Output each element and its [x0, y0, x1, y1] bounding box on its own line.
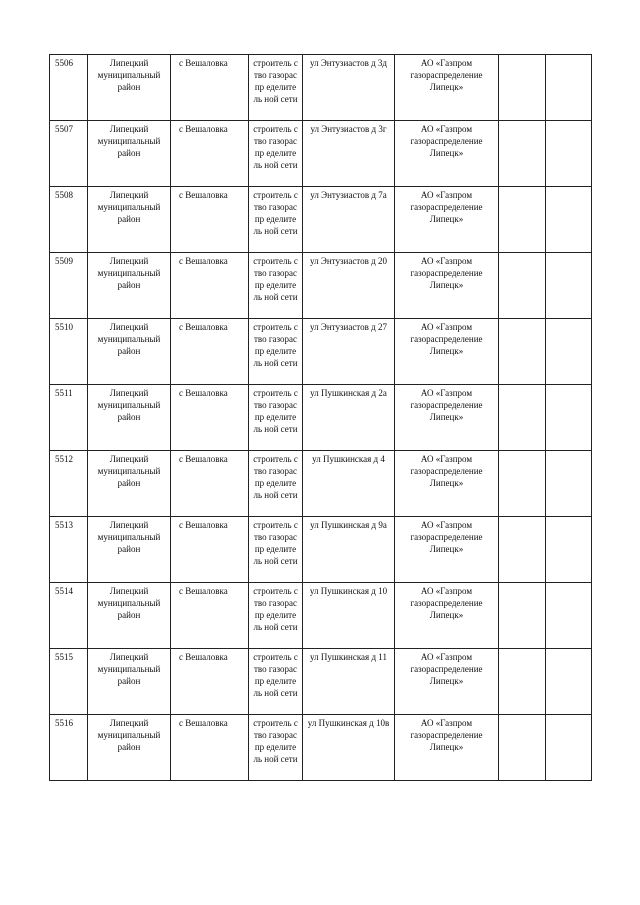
village-cell: с Вешаловка	[171, 451, 249, 517]
address-cell: ул Пушкинская д 11	[303, 649, 395, 715]
organization-cell: АО «Газпром газораспределение Липецк»	[395, 121, 499, 187]
empty-cell	[546, 121, 592, 187]
row-number-cell: 5510	[50, 319, 88, 385]
address-cell: ул Энтузиастов д 27	[303, 319, 395, 385]
village-cell: с Вешаловка	[171, 517, 249, 583]
district-cell: Липецкий муниципальный район	[88, 583, 171, 649]
empty-cell	[546, 385, 592, 451]
organization-cell: АО «Газпром газораспределение Липецк»	[395, 385, 499, 451]
empty-cell	[499, 451, 546, 517]
empty-cell	[546, 583, 592, 649]
village-cell: с Вешаловка	[171, 649, 249, 715]
row-number-cell: 5512	[50, 451, 88, 517]
district-cell: Липецкий муниципальный район	[88, 253, 171, 319]
address-cell: ул Пушкинская д 9а	[303, 517, 395, 583]
village-cell: с Вешаловка	[171, 583, 249, 649]
village-cell: с Вешаловка	[171, 253, 249, 319]
table-row	[50, 253, 592, 319]
work-type-cell: строитель ство газораспр еделитель ной сети	[249, 649, 303, 715]
address-cell: ул Энтузиастов д 3г	[303, 121, 395, 187]
row-number-cell: 5514	[50, 583, 88, 649]
address-cell: ул Пушкинская д 10в	[303, 715, 395, 781]
empty-cell	[499, 583, 546, 649]
table-row	[50, 649, 592, 715]
empty-cell	[546, 253, 592, 319]
organization-cell: АО «Газпром газораспределение Липецк»	[395, 715, 499, 781]
work-type-cell: строитель ство газораспр еделитель ной сети	[249, 187, 303, 253]
organization-cell: АО «Газпром газораспределение Липецк»	[395, 649, 499, 715]
organization-cell: АО «Газпром газораспределение Липецк»	[395, 451, 499, 517]
work-type-cell: строитель ство газораспр еделитель ной сети	[249, 121, 303, 187]
registry-table	[49, 54, 592, 781]
address-cell: ул Энтузиастов д 3д	[303, 55, 395, 121]
empty-cell	[499, 319, 546, 385]
row-number-cell: 5507	[50, 121, 88, 187]
work-type-cell: строитель ство газораспр еделитель ной сети	[249, 55, 303, 121]
district-cell: Липецкий муниципальный район	[88, 187, 171, 253]
address-cell: ул Энтузиастов д 7а	[303, 187, 395, 253]
empty-cell	[499, 649, 546, 715]
empty-cell	[499, 187, 546, 253]
work-type-cell: строитель ство газораспр еделитель ной сети	[249, 385, 303, 451]
row-number-cell: 5508	[50, 187, 88, 253]
organization-cell: АО «Газпром газораспределение Липецк»	[395, 319, 499, 385]
district-cell: Липецкий муниципальный район	[88, 385, 171, 451]
address-cell: ул Пушкинская д 10	[303, 583, 395, 649]
empty-cell	[546, 517, 592, 583]
village-cell: с Вешаловка	[171, 55, 249, 121]
empty-cell	[499, 715, 546, 781]
row-number-cell: 5515	[50, 649, 88, 715]
village-cell: с Вешаловка	[171, 121, 249, 187]
empty-cell	[546, 55, 592, 121]
empty-cell	[499, 55, 546, 121]
table-row	[50, 715, 592, 781]
address-cell: ул Пушкинская д 4	[303, 451, 395, 517]
empty-cell	[546, 649, 592, 715]
table-row	[50, 121, 592, 187]
row-number-cell: 5513	[50, 517, 88, 583]
work-type-cell: строитель ство газораспр еделитель ной сети	[249, 253, 303, 319]
organization-cell: АО «Газпром газораспределение Липецк»	[395, 187, 499, 253]
row-number-cell: 5509	[50, 253, 88, 319]
district-cell: Липецкий муниципальный район	[88, 649, 171, 715]
table-row	[50, 319, 592, 385]
table-row	[50, 187, 592, 253]
work-type-cell: строитель ство газораспр еделитель ной сети	[249, 319, 303, 385]
empty-cell	[499, 253, 546, 319]
table-row	[50, 517, 592, 583]
empty-cell	[546, 451, 592, 517]
table-row	[50, 451, 592, 517]
table-row	[50, 385, 592, 451]
table-row	[50, 55, 592, 121]
empty-cell	[499, 517, 546, 583]
empty-cell	[546, 187, 592, 253]
work-type-cell: строитель ство газораспр еделитель ной сети	[249, 517, 303, 583]
village-cell: с Вешаловка	[171, 385, 249, 451]
organization-cell: АО «Газпром газораспределение Липецк»	[395, 517, 499, 583]
district-cell: Липецкий муниципальный район	[88, 121, 171, 187]
district-cell: Липецкий муниципальный район	[88, 319, 171, 385]
empty-cell	[499, 385, 546, 451]
village-cell: с Вешаловка	[171, 187, 249, 253]
district-cell: Липецкий муниципальный район	[88, 55, 171, 121]
empty-cell	[546, 715, 592, 781]
organization-cell: АО «Газпром газораспределение Липецк»	[395, 583, 499, 649]
row-number-cell: 5511	[50, 385, 88, 451]
work-type-cell: строитель ство газораспр еделитель ной сети	[249, 715, 303, 781]
district-cell: Липецкий муниципальный район	[88, 451, 171, 517]
work-type-cell: строитель ство газораспр еделитель ной сети	[249, 583, 303, 649]
district-cell: Липецкий муниципальный район	[88, 517, 171, 583]
address-cell: ул Энтузиастов д 20	[303, 253, 395, 319]
empty-cell	[499, 121, 546, 187]
row-number-cell: 5506	[50, 55, 88, 121]
organization-cell: АО «Газпром газораспределение Липецк»	[395, 253, 499, 319]
address-cell: ул Пушкинская д 2а	[303, 385, 395, 451]
table-row	[50, 583, 592, 649]
organization-cell: АО «Газпром газораспределение Липецк»	[395, 55, 499, 121]
village-cell: с Вешаловка	[171, 715, 249, 781]
row-number-cell: 5516	[50, 715, 88, 781]
village-cell: с Вешаловка	[171, 319, 249, 385]
district-cell: Липецкий муниципальный район	[88, 715, 171, 781]
empty-cell	[546, 319, 592, 385]
work-type-cell: строитель ство газораспр еделитель ной сети	[249, 451, 303, 517]
